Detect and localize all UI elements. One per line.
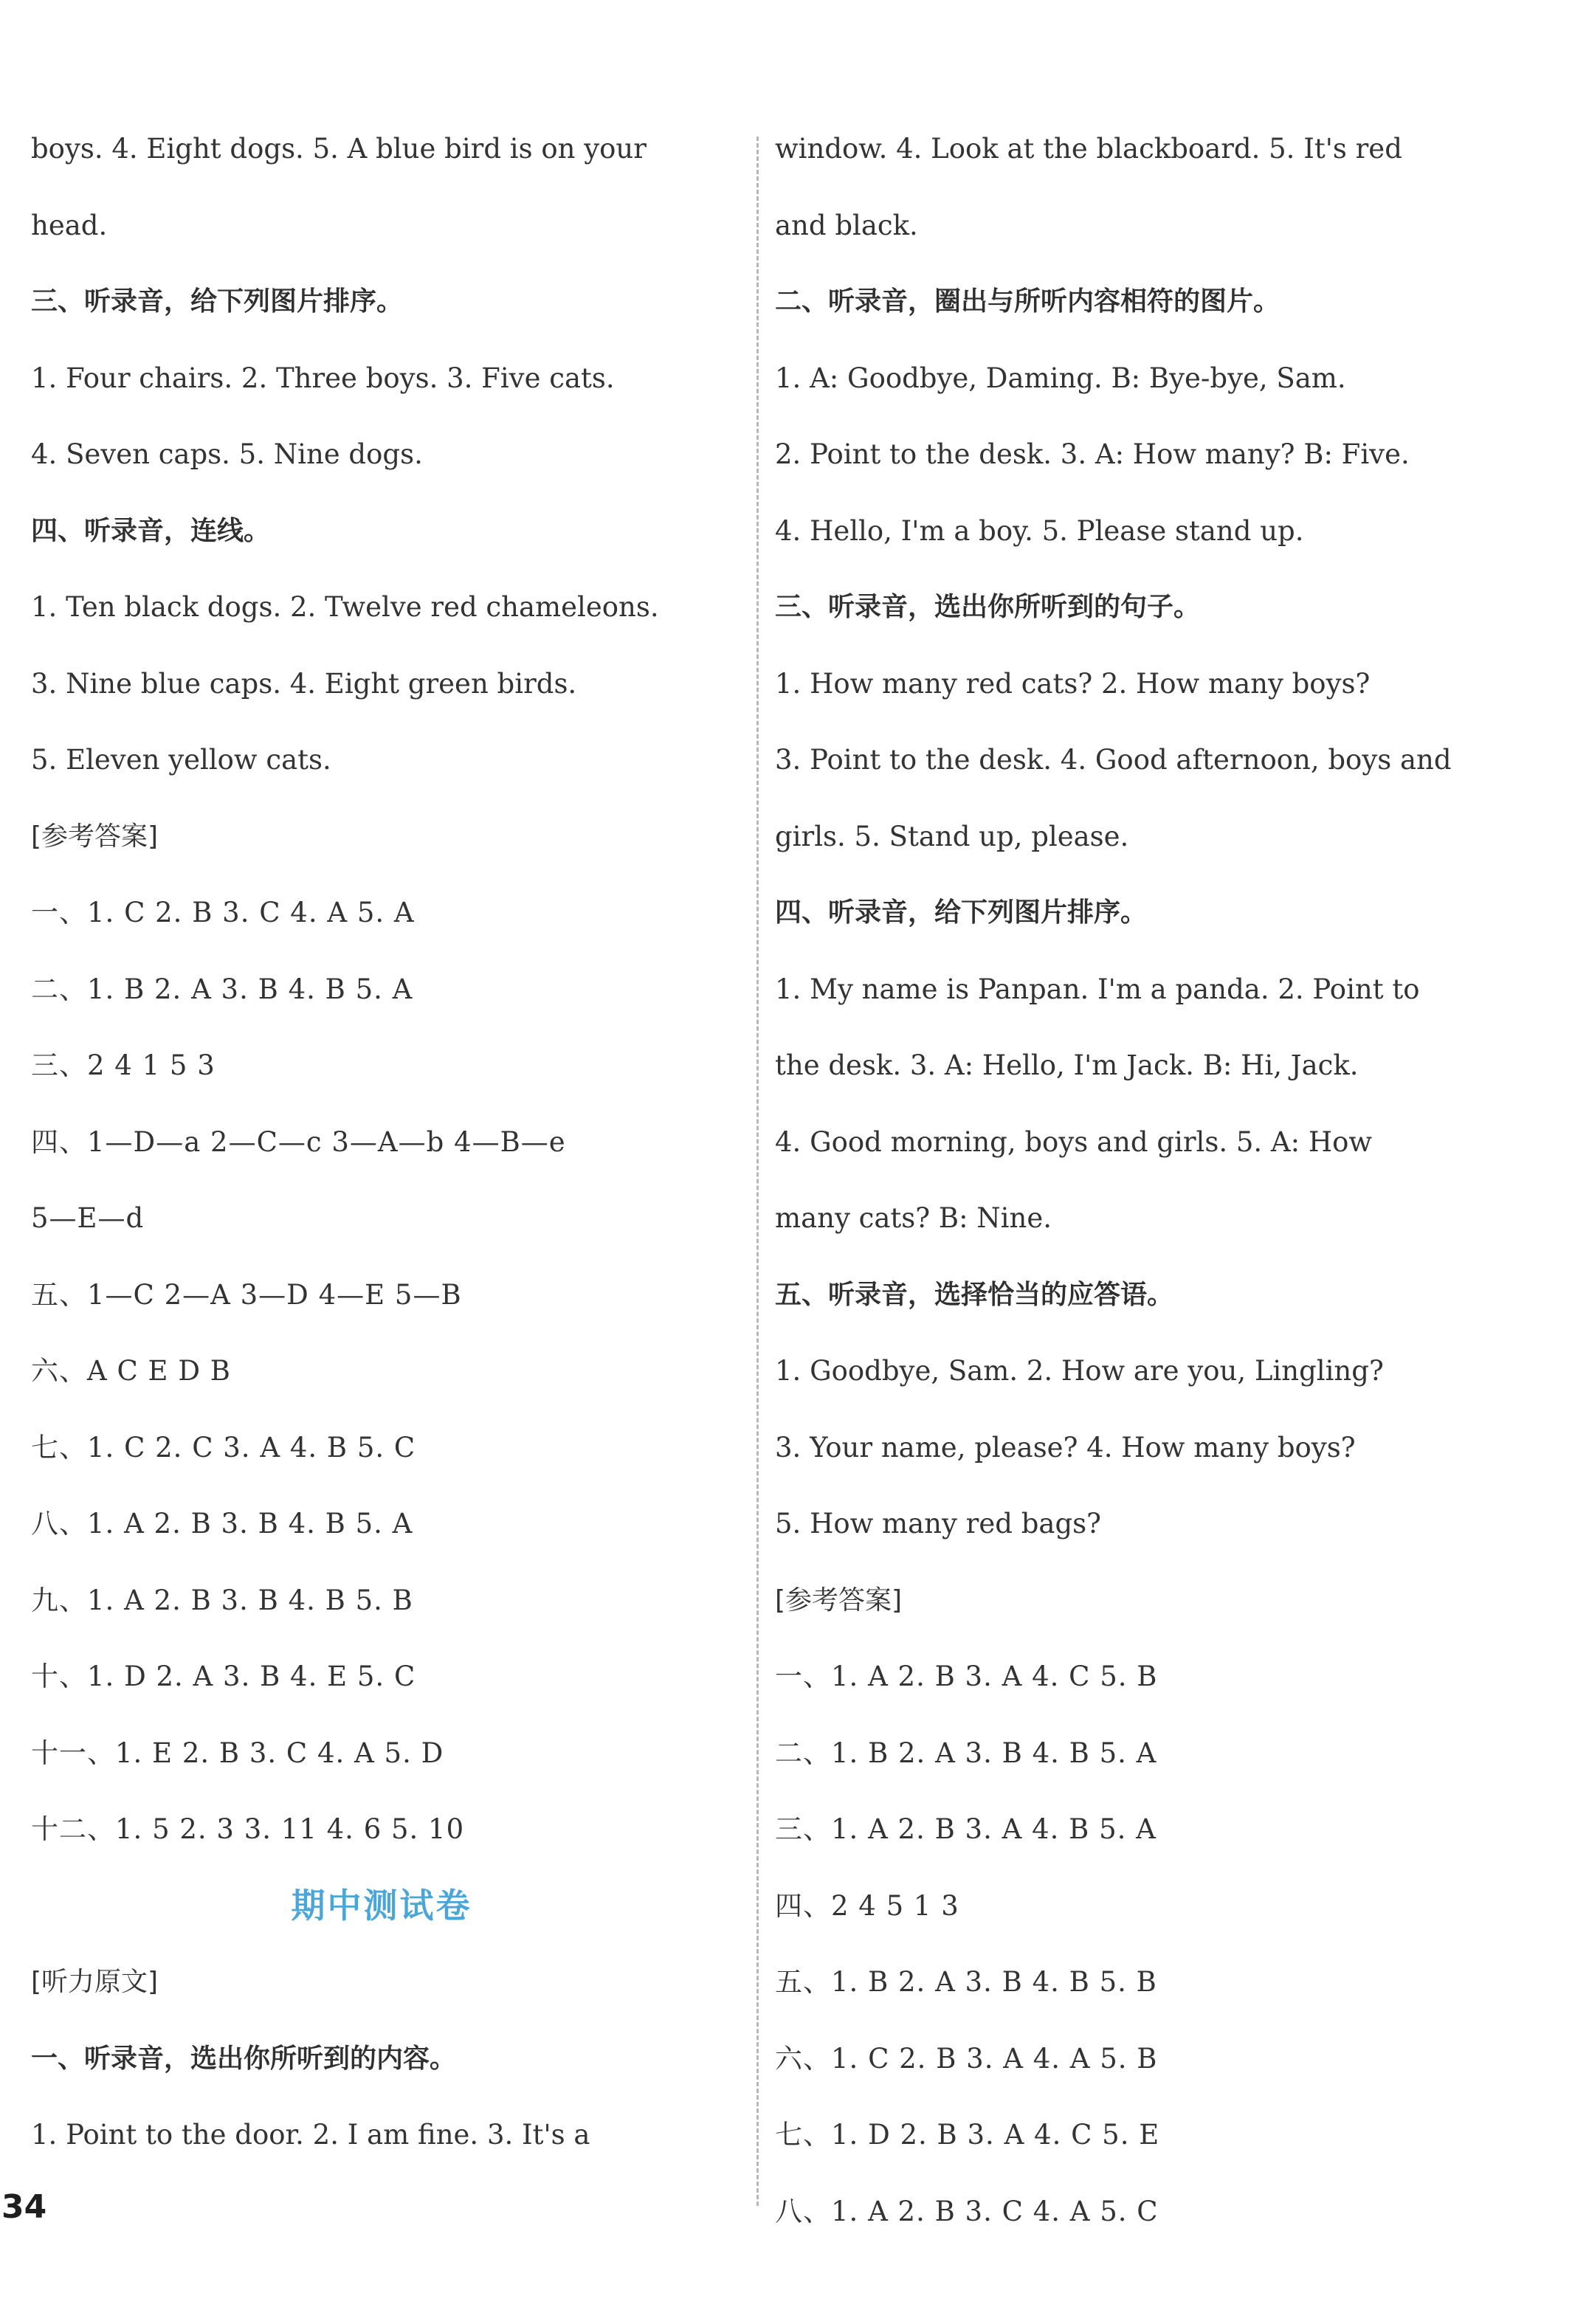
answer-line: 九、1. A 2. B 3. B 4. B 5. B — [31, 1584, 413, 1616]
text-line: 1. Point to the door. 2. I am fine. 3. It's a — [31, 2119, 590, 2151]
text-line: window. 4. Look at the blackboard. 5. It's red — [775, 133, 1402, 165]
bracket-label: [参考答案] — [775, 1585, 903, 1616]
answer-line: 六、1. C 2. B 3. A 4. A 5. B — [775, 2042, 1158, 2075]
left-column — [31, 111, 732, 2173]
section-heading: 三、听录音，选出你所听到的句子。 — [775, 592, 1201, 622]
text-line: 4. Good morning, boys and girls. 5. A: How — [775, 1125, 1373, 1158]
text-line: 1. Ten black dogs. 2. Twelve red chameleons. — [31, 591, 659, 623]
section-heading: 二、听录音，圈出与所听内容相符的图片。 — [775, 286, 1280, 317]
section-heading: 四、听录音，连线。 — [31, 515, 271, 546]
answer-line: 三、2 4 1 5 3 — [31, 1049, 216, 1081]
bracket-label: [参考答案] — [31, 821, 159, 852]
text-line: 3. Point to the desk. 4. Good afternoon, boys and — [775, 744, 1452, 776]
answer-line: 5—E—d — [31, 1202, 145, 1234]
text-line: 2. Point to the desk. 3. A: How many? B: Five. — [775, 438, 1410, 470]
answer-line: 十二、1. 5 2. 3 3. 11 4. 6 5. 10 — [31, 1813, 465, 1845]
section-heading: 五、听录音，选择恰当的应答语。 — [775, 1279, 1174, 1310]
section-heading: 三、听录音，给下列图片排序。 — [31, 286, 404, 317]
text-line: 5. How many red bags? — [775, 1508, 1101, 1539]
text-line: the desk. 3. A: Hello, I'm Jack. B: Hi, Jack. — [775, 1049, 1359, 1081]
column-divider — [756, 137, 759, 2206]
answer-line: 五、1. B 2. A 3. B 4. B 5. B — [775, 1966, 1157, 1998]
text-line: 1. Goodbye, Sam. 2. How are you, Lingling? — [775, 1355, 1384, 1387]
section-heading: 一、听录音，选出你所听到的内容。 — [31, 2043, 457, 2074]
answer-line: 八、1. A 2. B 3. C 4. A 5. C — [775, 2195, 1159, 2227]
text-line: girls. 5. Stand up, please. — [775, 820, 1129, 852]
text-line: head. — [31, 209, 108, 241]
text-line: 5. Eleven yellow cats. — [31, 744, 331, 776]
right-column — [775, 111, 1483, 2249]
text-line: 1. My name is Panpan. I'm a panda. 2. Point to — [775, 973, 1420, 1005]
text-line: 1. How many red cats? 2. How many boys? — [775, 667, 1371, 700]
answer-line: 三、1. A 2. B 3. A 4. B 5. A — [775, 1813, 1157, 1845]
answer-line: 十一、1. E 2. B 3. C 4. A 5. D — [31, 1737, 444, 1769]
answer-line: 十、1. D 2. A 3. B 4. E 5. C — [31, 1661, 416, 1692]
page-number: 34 — [1, 2188, 47, 2226]
text-line: 4. Seven caps. 5. Nine dogs. — [31, 438, 423, 470]
text-line: boys. 4. Eight dogs. 5. A blue bird is on your — [31, 133, 647, 165]
answer-line: 一、1. C 2. B 3. C 4. A 5. A — [31, 897, 415, 928]
test-title: 期中测试卷 — [291, 1885, 472, 1925]
answer-line: 四、2 4 5 1 3 — [775, 1889, 959, 1922]
text-line: 1. A: Goodbye, Daming. B: Bye-bye, Sam. — [775, 362, 1346, 394]
answer-line: 二、1. B 2. A 3. B 4. B 5. A — [775, 1737, 1157, 1769]
answer-line: 一、1. A 2. B 3. A 4. C 5. B — [775, 1661, 1158, 1692]
answer-line: 八、1. A 2. B 3. B 4. B 5. A — [31, 1508, 413, 1539]
text-line: many cats? B: Nine. — [775, 1202, 1052, 1234]
text-line: and black. — [775, 209, 918, 241]
text-line: 3. Nine blue caps. 4. Eight green birds. — [31, 667, 577, 700]
text-line: 1. Four chairs. 2. Three boys. 3. Five cats. — [31, 362, 615, 394]
answer-line: 七、1. C 2. C 3. A 4. B 5. C — [31, 1431, 416, 1463]
answer-line: 二、1. B 2. A 3. B 4. B 5. A — [31, 973, 413, 1005]
text-line: 4. Hello, I'm a boy. 5. Please stand up. — [775, 514, 1304, 547]
bracket-label: [听力原文] — [31, 1967, 159, 1997]
answer-line: 五、1—C 2—A 3—D 4—E 5—B — [31, 1278, 462, 1311]
answer-line: 四、1—D—a 2—C—c 3—A—b 4—B—e — [31, 1125, 566, 1158]
answer-line: 六、A C E D B — [31, 1355, 231, 1387]
section-heading: 四、听录音，给下列图片排序。 — [775, 897, 1148, 928]
text-line: 3. Your name, please? 4. How many boys? — [775, 1431, 1356, 1463]
answer-line: 七、1. D 2. B 3. A 4. C 5. E — [775, 2119, 1160, 2151]
